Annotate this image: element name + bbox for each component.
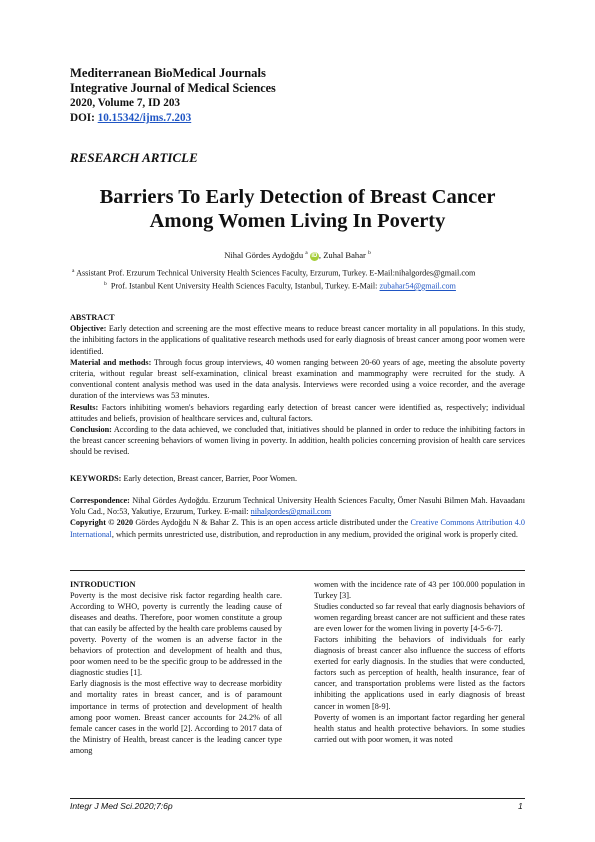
journal-volume: 2020, Volume 7, ID 203 (70, 97, 181, 109)
affiliation-b (104, 278, 534, 293)
author-1: Nihal Gördes Aydoğdu (224, 250, 304, 260)
conclusion-text: According to the data achieved, we concluded that, initiatives should be planned in order to reduce the inhibiting factors in the breast cancer screening behaviors of women living in poverty. In addition, health policies concerning provision of health care services should be revised. (70, 425, 525, 457)
copyright-tail: , which permits unrestricted use, distribution, and reproduction in any medium, provided the original work is properly cited. (111, 529, 518, 539)
methods-text: Through focus group interviews, 40 women ranging between 20-60 years of age, meeting the absolute poverty criteria, without regular breast self-examination, clinical breast examination and mammography were recruited for the study. A conventional content analysis method was used in the data analysis. Interviews were recorded using a voice recorder, and the average duration of the interviews was 53 minutes. (70, 357, 525, 401)
intro-heading: INTRODUCTION (70, 580, 136, 589)
abstract-methods (70, 357, 525, 402)
results-text: Factors inhibiting women's behaviors regarding early detection of breast cancer were identified as, respectively; individual attitudes and beliefs, provision of healthcare services and, cultural factors. (70, 402, 525, 423)
keywords (70, 474, 525, 483)
title-line-2: Among Women Living In Poverty (149, 210, 446, 232)
orcid-icon[interactable]: iD (311, 252, 318, 259)
author-2-sup: b (368, 250, 371, 257)
copyright (70, 517, 525, 539)
intro-right-column (314, 579, 525, 745)
author-separator: , (318, 250, 324, 260)
affiliation-a-text: Assistant Prof. Erzurum Technical University Health Sciences Faculty, Erzurum, Turkey. E-Mail:nihalgordes@gmail.com (76, 268, 476, 278)
abstract-results (70, 402, 525, 424)
results-label: Results: (70, 402, 99, 412)
correspondence-text: Nihal Gördes Aydoğdu. Erzurum Technical University Health Sciences Faculty, Ömer Nasuhi Bilmen Mah. Havaadanı Yolu Cad., No:53, Yakutiye, Erzurum, Turkey. E-mail: (70, 496, 525, 517)
keywords-label: KEYWORDS: (70, 474, 122, 483)
article-type: RESEARCH ARTICLE (70, 150, 198, 165)
title-line-1: Barriers To Early Detection of Breast Cancer (99, 186, 496, 208)
abstract-conclusion (70, 424, 525, 458)
author-1-sup: a (305, 250, 308, 257)
conclusion-label: Conclusion: (70, 425, 112, 435)
correspondence (70, 495, 525, 540)
affiliation-a-sup: a (72, 268, 75, 274)
correspondence-label: Correspondence: (70, 496, 130, 505)
affiliation-b-email[interactable]: zubahar54@gmail.com (379, 281, 456, 291)
methods-label: Material and methods: (70, 357, 152, 367)
intro-paragraph: Studies conducted so far reveal that early diagnosis behaviors of women regarding breast cancer are not sufficient and these rates are even lower for the women living in poverty [4-5-6-7]. (314, 602, 525, 634)
intro-left-column (70, 579, 282, 756)
page-number: 1 (518, 801, 523, 811)
footer-citation: Integr J Med Sci.2020;7:6p (70, 801, 173, 811)
license-link[interactable]: Creative Commons Attribution 4.0 International (70, 518, 525, 539)
affiliation-b-text: Prof. Istanbul Kent University Health Sciences Faculty, Istanbul, Turkey. E-Mail: (110, 281, 380, 291)
affiliation-b-sup: b (104, 281, 107, 287)
journal-subtitle: Integrative Journal of Medical Sciences (70, 81, 276, 95)
section-divider (70, 570, 525, 571)
author-2: Zuhal Bahar (323, 250, 366, 260)
journal-name: Mediterranean BioMedical Journals (70, 66, 266, 80)
intro-paragraph: women with the incidence rate of 43 per 100.000 population in Turkey [3]. (314, 580, 525, 601)
intro-paragraph: Poverty of women is an important factor regarding her general health status and health protective behaviors. In some studies carried out with poor women, it was noted (314, 712, 525, 744)
correspondence-email[interactable]: nihalgordes@gmail.com (250, 507, 332, 517)
footer-divider (70, 798, 525, 799)
objective-text: Early detection and screening are the most effective means to reduce breast cancer mortality in all populations. In this study, the inhibiting factors in the applications of qualitative research methods used for early diagnosis of breast cancer among poor women were identified. (70, 324, 525, 356)
doi-label: DOI: (70, 112, 98, 124)
keywords-text: Early detection, Breast cancer, Barrier, Poor Women. (121, 474, 298, 483)
abstract (70, 312, 525, 458)
copyright-text: Gördes Aydoğdu N & Bahar Z. This is an open access article distributed under the (133, 518, 411, 528)
objective-label: Objective: (70, 324, 107, 334)
intro-paragraph: Early diagnosis is the most effective way to decrease morbidity and mortality rates in breast cancer, and is of paramount importance in terms of protection and development of health among poor women. Breast cancer accounts for 24.2% of all female cancer cases in the world [2]. According to 2017 data of the Ministry of Health, breast cancer is the leading cancer type among (70, 679, 282, 755)
intro-paragraph: Poverty is the most decisive risk factor regarding health care. According to WHO, poverty is currently the leading cause of diseases and deaths. Therefore, poor women constitute a group that can easily be affected by the health care problems caused by poverty. Poverty of the women is an adverse factor in the behaviors of protection and development of health and thus, poor women need to be the specific group to be addressed in the diagnostic studies [1]. (70, 591, 282, 678)
article-title (60, 185, 535, 233)
journal-doi (70, 111, 191, 126)
author-list (60, 250, 535, 261)
correspondence-info (70, 495, 525, 517)
intro-paragraph: Factors inhibiting the behaviors of individuals for early diagnosis of breast cancer also influence the success of efforts exerted for early diagnosis. In the studies that were conducted, factors such as perception of health, health insurance, fear of cancer, and transportation problems were listed as the factors inhibiting the applications used in early diagnosis of breast cancer in women [8-9]. (314, 635, 525, 711)
doi-link[interactable]: 10.15342/ijms.7.203 (97, 112, 192, 124)
abstract-heading: ABSTRACT (70, 313, 115, 322)
abstract-objective (70, 323, 525, 357)
copyright-label: Copyright © 2020 (70, 518, 134, 528)
